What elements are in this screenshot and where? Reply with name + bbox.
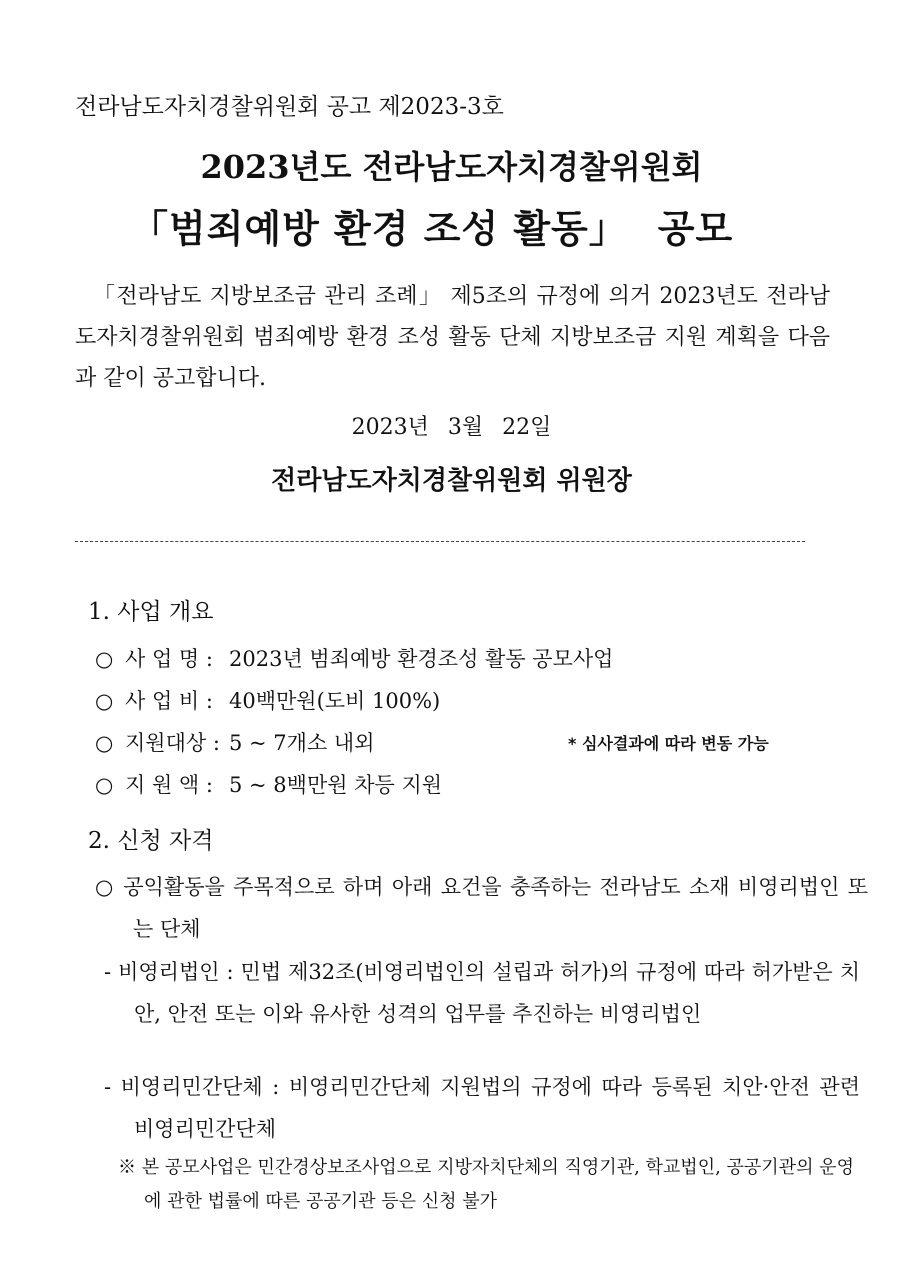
circle-bullet-icon: ○ bbox=[95, 731, 114, 755]
item-label: 사 업 명 : bbox=[125, 647, 213, 671]
item-value: 40백만원(도비 100%) bbox=[229, 689, 441, 713]
overview-item bbox=[95, 643, 613, 673]
intro-paragraph: 「전라남도 지방보조금 관리 조례」 제5조의 규정에 의거 2023년도 전라남도자치경찰위원회 범죄예방 환경 조성 활동 단체 지방보조금 지원 계획을 다음과 같이 공고합니다. bbox=[75, 284, 830, 391]
item-label: 지원대상 : bbox=[125, 731, 220, 755]
item-value: 5 ~ 7개소 내외 bbox=[229, 731, 375, 755]
circle-bullet-icon: ○ bbox=[95, 773, 114, 797]
section-1-heading: 1. 사업 개요 bbox=[88, 599, 214, 625]
review-side-note: * 심사결과에 따라 변동 가능 bbox=[568, 734, 769, 753]
section-2-heading: 2. 신청 자격 bbox=[88, 828, 214, 854]
overview-item bbox=[95, 727, 375, 757]
title-line-2 bbox=[130, 198, 733, 253]
announcement-date: 2023년 3월 22일 bbox=[351, 415, 552, 440]
overview-item bbox=[95, 685, 440, 715]
eligibility-main: ○ 공익활동을 주목적으로 하며 아래 요건을 충족하는 전라남도 소재 비영리법인 또는 단체 bbox=[95, 875, 868, 941]
dashed-divider bbox=[75, 541, 805, 542]
title-line-1: 2023년도 전라남도자치경찰위원회 bbox=[200, 148, 703, 186]
title-project-name: 「범죄예방 환경 조성 활동」 bbox=[130, 206, 628, 251]
title-suffix: 공모 bbox=[657, 206, 734, 251]
exclusion-note: ※ 본 공모사업은 민간경상보조사업으로 지방자치단체의 직영기관, 학교법인, 공공기관의 운영에 관한 법률에 따른 공공기관 등은 신청 불가 bbox=[118, 1157, 854, 1212]
item-value: 2023년 범죄예방 환경조성 활동 공모사업 bbox=[229, 647, 614, 671]
eligibility-nonprofit-org: - 비영리민간단체 : 비영리민간단체 지원법의 규정에 따라 등록된 치안·안전 관련 비영리민간단체 bbox=[104, 1075, 860, 1141]
item-value: 5 ~ 8백만원 차등 지원 bbox=[229, 773, 443, 797]
circle-bullet-icon: ○ bbox=[95, 689, 114, 713]
circle-bullet-icon: ○ bbox=[95, 647, 114, 671]
overview-item bbox=[95, 769, 442, 799]
item-label: 지 원 액 : bbox=[125, 773, 213, 797]
eligibility-nonprofit-corp: - 비영리법인 : 민법 제32조(비영리법인의 설립과 허가)의 규정에 따라 허가받은 치안, 안전 또는 이와 유사한 성격의 업무를 추진하는 비영리법인 bbox=[104, 960, 860, 1026]
signer: 전라남도자치경찰위원회 위원장 bbox=[271, 466, 632, 496]
item-label: 사 업 비 : bbox=[125, 689, 213, 713]
notice-number: 전라남도자치경찰위원회 공고 제2023-3호 bbox=[75, 94, 504, 120]
